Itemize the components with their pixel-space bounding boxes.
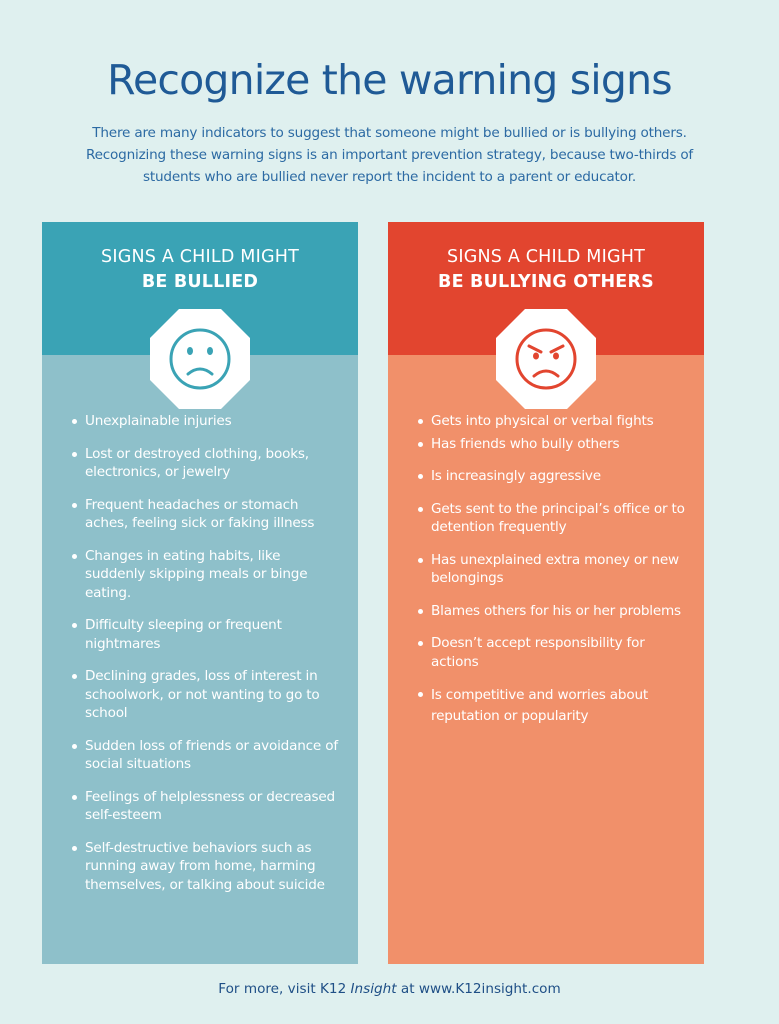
- intro-line: students who are bullied never report the incident to a parent or educator.: [142, 169, 637, 185]
- list-item: Lost or destroyed clothing, books, electronics, or jewelry: [72, 445, 344, 482]
- list-item: Is increasingly aggressive: [418, 467, 690, 486]
- panel-heading-line2: BE BULLYING OTHERS: [438, 272, 654, 292]
- list-item: Feelings of helplessness or decreased self-esteem: [72, 788, 344, 825]
- list-item: Has unexplained extra money or new belongings: [418, 551, 690, 588]
- list-item: Self-destructive behaviors such as running away from home, harming themselves, or talking about suicide: [72, 839, 344, 895]
- list-item: Unexplainable injuries: [72, 412, 344, 431]
- intro-text: [40, 122, 739, 188]
- footer-note: [0, 981, 779, 997]
- panel-heading-line1: SIGNS A CHILD MIGHT: [447, 247, 645, 267]
- list-item: Blames others for his or her problems: [418, 602, 690, 621]
- footer-brand-italic: Insight: [350, 981, 397, 997]
- list-item: Sudden loss of friends or avoidance of social situations: [72, 737, 344, 774]
- list-item: Doesn’t accept responsibility for actions: [418, 634, 690, 671]
- panel-heading-line1: SIGNS A CHILD MIGHT: [101, 247, 299, 267]
- list-item: Changes in eating habits, like suddenly skipping meals or binge eating.: [72, 547, 344, 603]
- list-item: Gets sent to the principal’s office or to detention frequently: [418, 500, 690, 537]
- panel-heading-line2: BE BULLIED: [141, 272, 259, 292]
- footer-suffix: at www.K12insight.com: [396, 981, 561, 997]
- list-item: Declining grades, loss of interest in schoolwork, or not wanting to go to school: [72, 667, 344, 723]
- panel-bullied: [42, 222, 358, 964]
- list-item: Is competitive and worries about reputation or popularity: [418, 685, 690, 727]
- list-item: Difficulty sleeping or frequent nightmares: [72, 616, 344, 653]
- bullied-signs-list: [72, 412, 344, 894]
- intro-line: There are many indicators to suggest that someone might be bullied or is bullying others.: [92, 125, 687, 141]
- panel-bullying-others: [388, 222, 704, 964]
- footer-prefix: For more, visit K12: [218, 981, 351, 997]
- page-title: Recognize the warning signs: [107, 56, 672, 104]
- list-item: Has friends who bully others: [418, 435, 690, 454]
- sad-face-icon: [150, 309, 250, 409]
- list-item: Frequent headaches or stomach aches, feeling sick or faking illness: [72, 496, 344, 533]
- angry-face-icon: [496, 309, 596, 409]
- intro-line: Recognizing these warning signs is an important prevention strategy, because two-thirds of: [85, 147, 694, 163]
- bullying-signs-list: [418, 412, 690, 727]
- list-item: Gets into physical or verbal fights: [418, 412, 690, 431]
